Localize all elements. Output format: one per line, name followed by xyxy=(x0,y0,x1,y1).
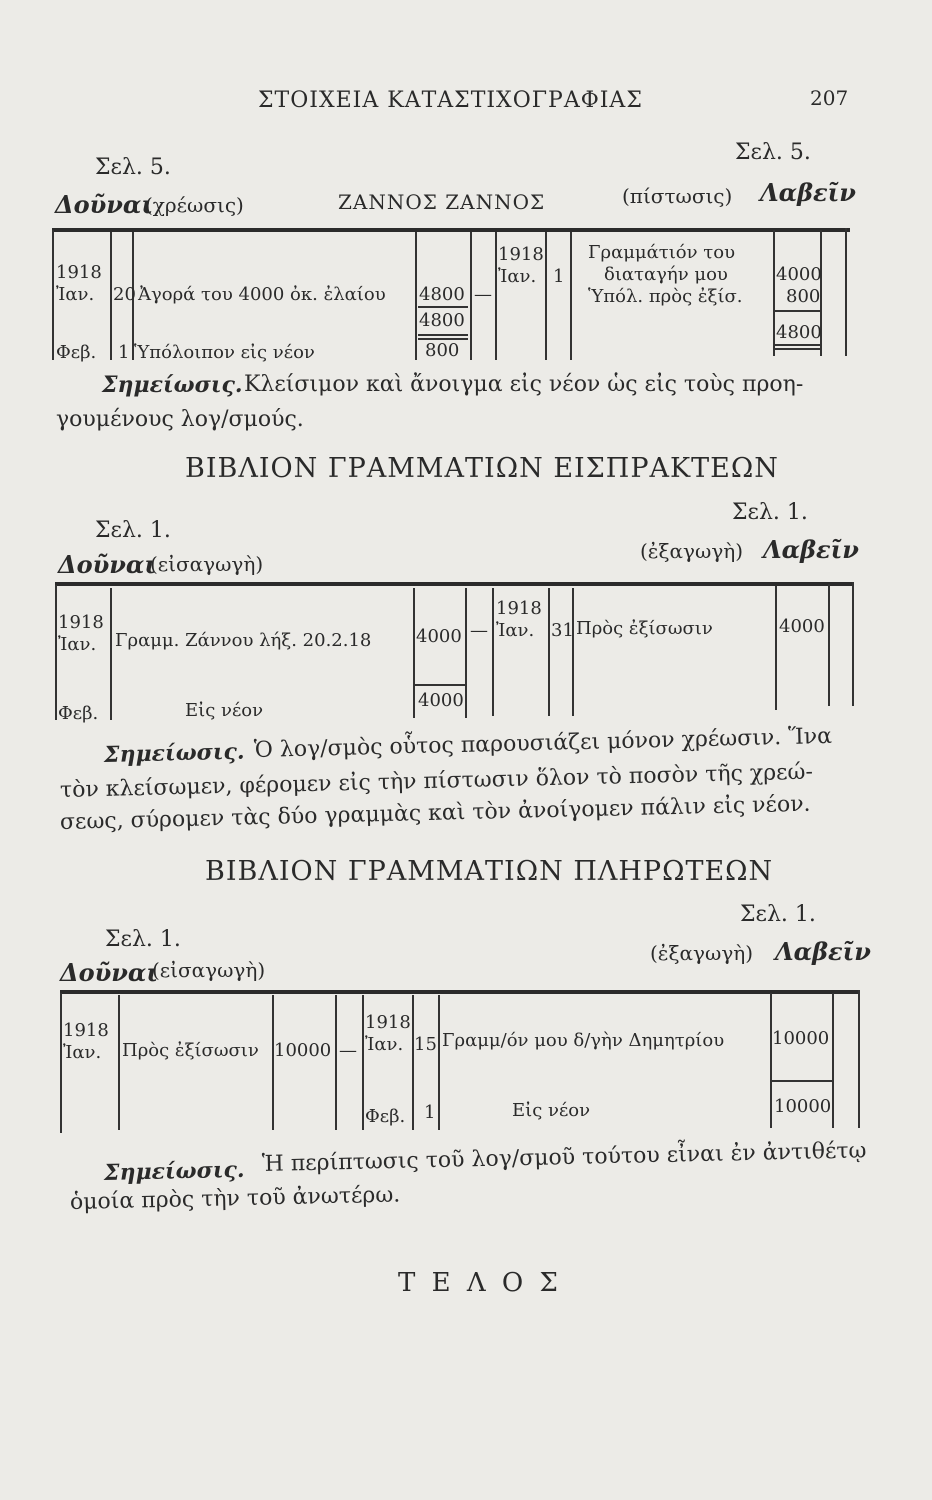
s1-l-day2: 1 xyxy=(118,342,130,363)
s1-r-day: 1 xyxy=(553,266,565,287)
s3-note-line2: ὁμοία πρὸς τὴν τοῦ ἀνωτέρω. xyxy=(69,1182,401,1215)
s1-r-year: 1918 xyxy=(498,244,544,265)
s3-top-rule xyxy=(60,990,860,994)
s3-credit-label: Λαβεῖν xyxy=(775,937,871,966)
s1-debit-label: Δοῦναι xyxy=(55,190,154,219)
s1-l-amount: 4800 xyxy=(419,284,465,305)
s2-l-year: 1918 xyxy=(58,612,104,633)
s2-l-month: Ἰαν. xyxy=(58,634,97,655)
s2-debit-label: Δοῦναι xyxy=(58,550,157,579)
s3-r-year: 1918 xyxy=(365,1012,411,1033)
s1-l-month: Ἰαν. xyxy=(56,284,95,305)
s2-note-line1: Ὁ λογ/σμὸς οὗτος παρουσιάζει μόνον χρέωσιν. Ἵνα xyxy=(253,723,833,763)
s1-l-sum: 4800 xyxy=(419,310,465,331)
s2-note-line3: σεως, σύρομεν τὰς δύο γραμμὰς καὶ τὸν ἀνοίγομεν πάλιν εἰς νέον. xyxy=(59,791,811,835)
s1-note-line2: γουμένους λογ/σμούς. xyxy=(56,407,304,432)
s3-r-month2: Φεβ. xyxy=(365,1106,406,1127)
s1-sel-right: Σελ. 5. xyxy=(735,140,811,165)
s1-r-sum: 4800 xyxy=(776,322,822,343)
s1-r-month: Ἰαν. xyxy=(498,266,537,287)
s3-l-text: Πρὸς ἐξίσωσιν xyxy=(122,1040,259,1061)
s1-sel-left: Σελ. 5. xyxy=(95,155,171,180)
s3-note-line1: Ἡ περίπτωσις τοῦ λογ/σμοῦ τούτου εἶναι ἐν ἀντιθέτῳ xyxy=(261,1138,867,1177)
running-header: ΣΤΟΙΧΕΙΑ ΚΑΤΑΣΤΙΧΟΓΡΑΦΙΑΣ xyxy=(258,88,643,113)
s1-l-day: 20 xyxy=(113,284,136,305)
s2-r-day: 31 xyxy=(551,620,574,641)
s3-l-month: Ἰαν. xyxy=(63,1042,102,1063)
s2-sel-right: Σελ. 1. xyxy=(732,500,808,525)
s1-l-text: Ἀγορά του 4000 ὀκ. ἐλαίου xyxy=(138,284,386,305)
s1-l-month2: Φεβ. xyxy=(56,342,97,363)
s1-note-label: Σημείωσις. xyxy=(102,372,243,398)
s1-l-amount2: 800 xyxy=(425,340,460,361)
s3-r-month: Ἰαν. xyxy=(365,1034,404,1055)
s2-r-text: Πρὸς ἐξίσωσιν xyxy=(576,618,713,639)
s3-r-day: 15 xyxy=(414,1034,437,1055)
s2-top-rule xyxy=(55,582,853,586)
s1-credit-paren: (πίστωσις) xyxy=(622,184,733,208)
s2-r-month: Ἰαν. xyxy=(496,620,535,641)
s1-credit-label: Λαβεῖν xyxy=(760,178,856,207)
s1-top-rule xyxy=(52,228,850,232)
s1-r-text1b: διαταγήν μου xyxy=(604,264,728,285)
s3-l-amount: 10000 xyxy=(274,1040,332,1061)
s3-r-text: Γραμμ/όν μου δ/γὴν Δημητρίου xyxy=(442,1030,725,1051)
s3-r-amount: 10000 xyxy=(772,1028,830,1049)
s2-note-label: Σημείωσις. xyxy=(103,738,245,768)
s2-r-year: 1918 xyxy=(496,598,542,619)
s1-debit-paren: (χρέωσις) xyxy=(145,193,244,217)
s1-l-text2: Ὑπόλοιπον εἰς νέον xyxy=(134,342,315,363)
s3-r-amount2: 10000 xyxy=(774,1096,832,1117)
s2-title: ΒΙΒΛΙΟΝ ΓΡΑΜΜΑΤΙΩΝ ΕΙΣΠΡΑΚΤΕΩΝ xyxy=(185,453,779,484)
s3-l-dash: — xyxy=(339,1040,357,1061)
s3-title: ΒΙΒΛΙΟΝ ΓΡΑΜΜΑΤΙΩΝ ΠΛΗΡΩΤΕΩΝ xyxy=(205,856,774,887)
s2-l-amount2: 4000 xyxy=(418,690,464,711)
s2-credit-label: Λαβεῖν xyxy=(763,535,859,564)
s1-l-dash: — xyxy=(474,284,492,305)
s1-r-amount2: 800 xyxy=(786,286,821,307)
s1-r-text2: Ὑπόλ. πρὸς ἐξίσ. xyxy=(588,286,743,307)
end-mark: Τ Ε Λ Ο Σ xyxy=(398,1268,562,1298)
s3-debit-label: Δοῦναι xyxy=(60,958,159,987)
s1-r-text1a: Γραμμάτιόν του xyxy=(588,242,736,263)
s1-l-year: 1918 xyxy=(56,262,102,283)
s2-l-dash: — xyxy=(470,620,488,641)
s3-l-year: 1918 xyxy=(63,1020,109,1041)
s3-debit-paren: (εἰσαγωγὴ) xyxy=(152,958,266,982)
s1-note-line1: Κλείσιμον καὶ ἄνοιγμα εἰς νέον ὡς εἰς τοὺς προη- xyxy=(244,372,804,397)
s2-l-month2: Φεβ. xyxy=(58,703,99,724)
page-number: 207 xyxy=(810,86,849,110)
s2-r-amount: 4000 xyxy=(779,616,825,637)
s2-credit-paren: (ἐξαγωγὴ) xyxy=(640,539,744,563)
s3-note-label: Σημείωσις. xyxy=(103,1156,245,1186)
s3-r-day2: 1 xyxy=(424,1102,436,1123)
s2-note-line2: τὸν κλείσωμεν, φέρομεν εἰς τὴν πίστωσιν ὅλον τὸ ποσὸν τῆς χρεώ- xyxy=(59,759,814,803)
s2-l-amount: 4000 xyxy=(416,626,462,647)
s3-credit-paren: (ἐξαγωγὴ) xyxy=(650,941,754,965)
s2-sel-left: Σελ. 1. xyxy=(95,518,171,543)
s1-r-amount1: 4000 xyxy=(776,264,822,285)
s2-debit-paren: (εἰσαγωγὴ) xyxy=(150,552,264,576)
s2-l-text2: Εἰς νέον xyxy=(185,700,264,721)
s3-sel-left: Σελ. 1. xyxy=(105,927,181,952)
s3-sel-right: Σελ. 1. xyxy=(740,902,816,927)
s1-account-name: ΖΑΝΝΟΣ ΖΑΝΝΟΣ xyxy=(338,190,546,214)
s3-r-text2: Εἰς νέον xyxy=(512,1100,591,1121)
s2-l-text: Γραμμ. Ζάννου λήξ. 20.2.18 xyxy=(115,630,372,651)
